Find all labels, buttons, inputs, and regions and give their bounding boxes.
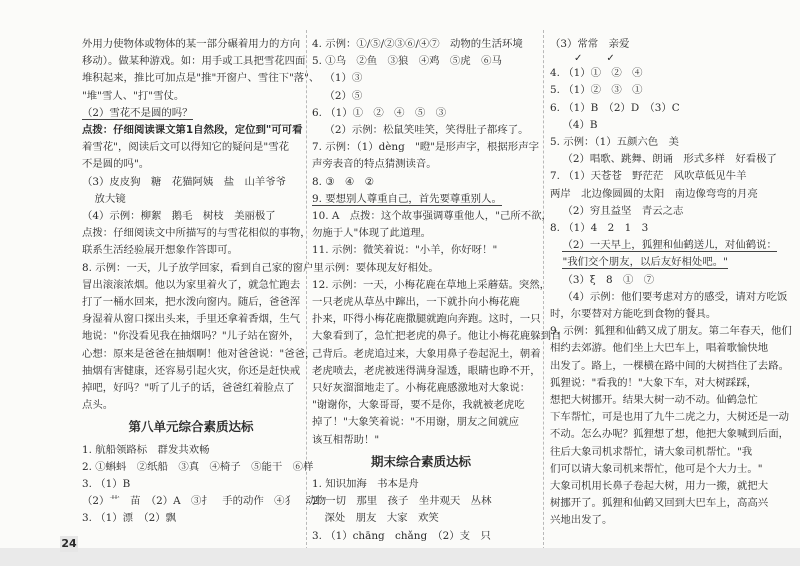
text-line: 3. （1）漂 （2）飘	[82, 512, 176, 525]
text-line: 树挪开了。狐狸和仙鹤又回到大巴车上，高高兴	[550, 497, 769, 510]
text-line: 8. （1）4 2 1 3	[550, 222, 649, 235]
text-line: 移动）。做某种游戏。如：用手或工具把雪花四面	[82, 55, 306, 68]
text-line: 一只老虎从草丛中蹿出，一下就扑向小梅花鹿	[312, 296, 520, 309]
text-line: 冒出滚滚浓烟。他以为家里着火了，就急忙跑去	[82, 278, 301, 291]
text-line: （4）示例：他们要考虑对方的感受，请对方吃饭	[562, 290, 788, 303]
column-right	[550, 36, 792, 530]
text-line: 出发了。路上，一棵横在路中间的大树挡住了去路。	[550, 359, 789, 372]
answer-line: （2）雪花不是圆的吗？	[82, 106, 193, 119]
text-line: 打了一桶水回来，把水泼向窗内。随后，爸爸浑	[82, 296, 301, 309]
text-line: 掉了！"大象笑着说："不用谢，朋友之间就应	[312, 416, 519, 429]
text-line: 狐狸说："看我的！"大象下车，对大树踩踩，	[550, 376, 757, 389]
text-line: 7. 示例：（1）dèng "瞪"是形声字，根据形声字	[312, 141, 539, 154]
text-line: 堆积起来，推比可加点是"推"开窗户、雪往下"落"、	[82, 72, 320, 85]
answer-line: "我们交个朋友，以后友好相处吧。"	[562, 256, 728, 269]
text-line: 3. （1）B	[82, 478, 131, 491]
text-line: "谢谢你，大象哥哥，要不是你，我就被老虎吃	[312, 399, 525, 412]
text-line: 该互相帮助！"	[312, 433, 380, 446]
checkmark-row: ✓✓	[574, 53, 639, 65]
section-title: 第八单元综合素质达标	[128, 419, 254, 435]
text-line: 大象看到了，急忙把老虎的鼻子。他让小梅花鹿躲到自	[312, 330, 562, 343]
text-line: 兴地出发了。	[550, 514, 613, 527]
text-line: （3）ξ 8 ① ⑦	[562, 273, 655, 286]
text-line: 心想：原来是爸爸在抽烟啊！他对爸爸说："爸爸，	[82, 347, 316, 360]
section-title: 期末综合素质达标	[370, 453, 471, 469]
text-line: 3. （1）chāng chǎng （2）支 只	[312, 529, 491, 542]
text-line: 己背后。老虎追过来，大象用鼻子卷起泥土，朝着	[312, 347, 541, 360]
answer-line: 9. 要想别人尊重自己，首先要尊重别人。	[312, 192, 502, 205]
text-line: "堆"雪人、"打"雪仗。	[82, 89, 185, 102]
text-line: 11. 示例：微笑着说："小羊，你好呀！"	[312, 244, 498, 257]
text-line: 声旁表音的特点猜测读音。	[312, 158, 437, 171]
text-line: （4）B	[562, 118, 598, 131]
text-line: （3）常常 亲爱	[550, 38, 630, 50]
text-line: 老虎喷去，老虎被迷得满身湿透，眼睛也睁不开，	[312, 364, 541, 377]
text-line: 不是圆的吗"。	[82, 158, 150, 171]
text-line: 5. ①乌 ②鱼 ③狼 ④鸡 ⑤虎 ⑥马	[312, 55, 502, 68]
answer-line: （2）一天早上，狐狸和仙鹤送儿，对仙鹤说：	[562, 239, 777, 252]
column-middle	[312, 36, 562, 562]
text-line: 7. （1）天苍苍 野茫茫 风吹草低见牛羊	[550, 170, 747, 183]
text-line: 4. （1）① ② ④	[550, 67, 643, 80]
text-line: 外用力使物体或物体的某一部分碾着用力的方向	[82, 38, 301, 50]
text-line: 们可以请大象司机来帮忙，他可是个大力士。"	[550, 462, 763, 475]
text-line: （2）⑤	[324, 89, 363, 102]
page-number: 24	[61, 537, 77, 550]
text-line: 深处 朋友 大家 欢笑	[324, 512, 439, 525]
text-line: 不动。怎么办呢？狐狸想了想，他把大象喊到后面，	[550, 428, 789, 441]
text-line: 相约去郊游。他们坐上大巴车上，唱着歌愉快地	[550, 342, 769, 355]
text-line: 2. 一切 那里 孩子 坐井观天 丛林	[312, 495, 492, 508]
hint-line: 点拨：仔细阅读课文第1自然段，定位到"可可看	[82, 124, 303, 137]
text-line: 只好灰溜溜地走了。小梅花鹿感激地对大象说：	[312, 382, 531, 395]
text-line: 下车帮忙，可是也用了九牛二虎之力，大树还是一动	[550, 411, 789, 424]
text-line: 2. ①蝌蚪 ②纸船 ③真 ④椅子 ⑤能干 ⑥样	[82, 460, 314, 473]
text-line: 掉吧，好吗？"听了儿子的话，爸爸红着脸点了	[82, 382, 295, 395]
text-line: 地说："你没看见我在抽烟吗？"儿子站在窗外，	[82, 330, 300, 343]
text-line: （1）③	[324, 72, 363, 85]
text-line: 抽烟有害健康，还容易引起火灾，你还是赶快戒	[82, 364, 301, 377]
text-line: 10. A 点拨：这个故事强调尊重他人，"己所不欲，	[312, 210, 552, 223]
text-line: 大象司机用长鼻子卷起大树，用力一搬，就把大	[550, 480, 769, 493]
text-line: 时，尔要替对方能吃到食物的餐具。	[550, 308, 717, 321]
text-line: （2）唱歌、跳舞、朗诵 形式多样 好看极了	[562, 153, 777, 166]
text-line: 示例：要体现友好相处。	[324, 261, 439, 274]
text-line: 8. ③ ④ ②	[312, 175, 374, 188]
text-line: 8. 示例：一天，儿子放学回家，看到自己家的窗户里	[82, 261, 324, 274]
text-line: 9. 示例：狐狸和仙鹤又成了朋友。第二年春天，他们	[550, 325, 792, 338]
text-line: 往后大象司机求帮忙，请大象司机帮忙。"我	[550, 445, 753, 458]
text-line: 12. 示例：一天，小梅花鹿在草地上采蘑菇。突然，	[312, 278, 551, 291]
text-line: （3）皮皮狗 糖 花猫阿姨 盐 山羊爷爷	[82, 175, 287, 188]
text-line: 5. 示例：（1）五颜六色 美	[550, 136, 679, 149]
text-line: 勿施于人"体现了此道理。	[312, 227, 432, 240]
hint-line: 点拨：仔细阅读文中所描写的与雪花相似的事物，	[82, 227, 311, 240]
column-left	[82, 36, 327, 528]
text-line: 想把大树挪开。结果大树一动不动。仙鹤急忙	[550, 394, 758, 407]
text-line: 1. 知识加海 书本是舟	[312, 478, 419, 491]
text-line: 点头。	[82, 399, 114, 412]
text-line: （4）示例：柳絮 鹅毛 树枝 美丽极了	[82, 210, 276, 223]
text-line: 放大镜	[94, 192, 126, 205]
text-line: 4. 示例：①/⑤/②③⑥/④⑦ 动物的生活环境	[312, 38, 523, 50]
text-line: 两岸 北边像圆圆的太阳 南边像弯弯的月亮	[550, 187, 758, 200]
text-line: 6. （1）B （2）D （3）C	[550, 101, 680, 114]
text-line: 联系生活经验展开想象作答即可。	[82, 244, 238, 257]
text-line: 1. 航船领路标 群发共欢畅	[82, 443, 210, 456]
text-line: （2）示例：松鼠笑哇笑，笑得肚子都疼了。	[324, 124, 529, 137]
text-line: 身湿着从窗口探出头来，手里还拿着香烟，生气	[82, 313, 301, 326]
bottom-strip	[0, 548, 800, 566]
text-line: （2）穷且益坚 青云之志	[562, 204, 684, 217]
text-line: 扑来，吓得小梅花鹿撒腿就跑向奔跑。这时，一只	[312, 313, 541, 326]
text-line: 6. （1）① ② ④ ⑤ ③	[312, 106, 447, 119]
text-line: 5. （1）② ③ ①	[550, 84, 643, 97]
text-line: （2）⺾ 苗 （2）A ③扌 手的动作 ④犭 动物	[82, 495, 327, 508]
text-line: 着雪花"，阅读后文可以得知它的疑问是"雪花	[82, 141, 289, 154]
